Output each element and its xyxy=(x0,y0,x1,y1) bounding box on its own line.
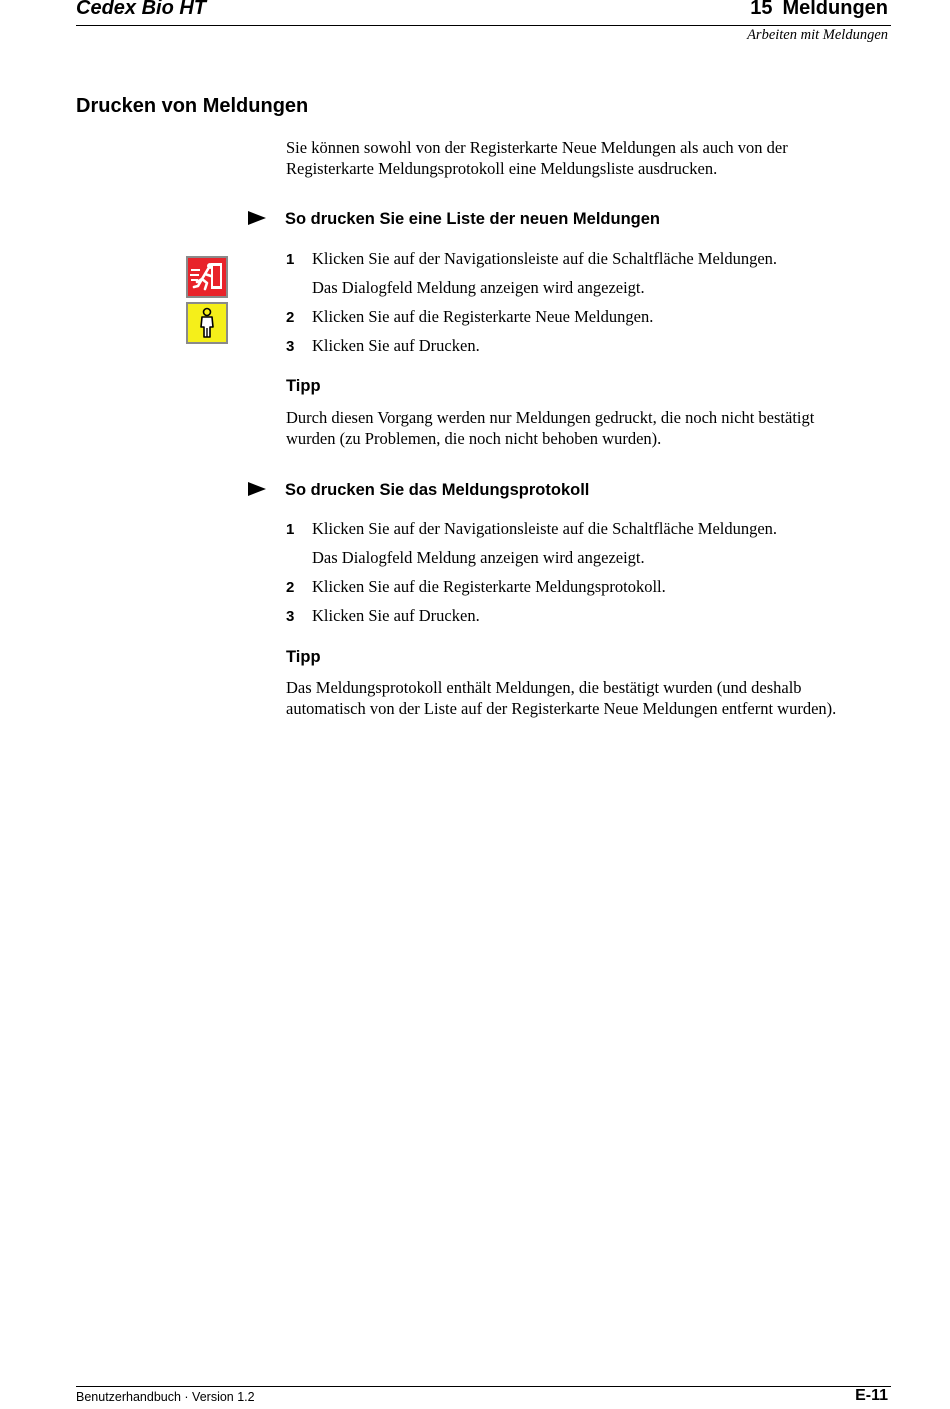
arrow-right-icon xyxy=(248,482,266,496)
step-text: Klicken Sie auf der Navigationsleiste auf die Schaltfläche Meldungen. xyxy=(312,249,778,268)
tip-line: Durch diesen Vorgang werden nur Meldungen gedruckt, die noch nicht bestätigt xyxy=(286,408,815,427)
procedure1-step-1 xyxy=(286,248,777,270)
tip-line: Das Meldungsprotokoll enthält Meldungen, die bestätigt wurden (und deshalb xyxy=(286,678,802,697)
procedure-title: So drucken Sie das Meldungsprotokoll xyxy=(285,481,590,499)
tip-paragraph xyxy=(286,677,886,719)
intro-line: Sie können sowohl von der Registerkarte Neue Meldungen als auch von der xyxy=(286,138,788,157)
header-subtitle: Arbeiten mit Meldungen xyxy=(747,27,888,43)
tip-paragraph xyxy=(286,407,886,449)
step-text: Klicken Sie auf die Registerkarte Neue Meldungen. xyxy=(312,307,654,326)
step-text: Klicken Sie auf Drucken. xyxy=(312,336,480,355)
header-chapter xyxy=(750,0,888,20)
emergency-exit-icon xyxy=(186,256,228,298)
procedure-heading xyxy=(248,481,589,500)
procedure2-step-1 xyxy=(286,518,777,540)
arrow-right-icon xyxy=(248,211,266,225)
step-text: Klicken Sie auf der Navigationsleiste auf die Schaltfläche Meldungen. xyxy=(312,519,778,538)
procedure1-step-2 xyxy=(286,306,653,328)
intro-line: Registerkarte Meldungsprotokoll eine Meldungsliste ausdrucken. xyxy=(286,159,718,178)
operator-icon xyxy=(186,302,228,344)
step-number: 3 xyxy=(286,338,295,355)
step-number: 2 xyxy=(286,579,295,596)
procedure2-step-2 xyxy=(286,576,666,598)
header-product-name: Cedex Bio HT xyxy=(76,0,207,19)
step-result: Das Dialogfeld Meldung anzeigen wird angezeigt. xyxy=(312,548,645,567)
footer-manual-version: Benutzerhandbuch · Version 1.2 xyxy=(76,1390,255,1404)
procedure1-step-3 xyxy=(286,335,480,357)
footer-divider xyxy=(76,1386,891,1387)
step-text: Klicken Sie auf die Registerkarte Meldungsprotokoll. xyxy=(312,577,666,596)
header-divider xyxy=(76,25,891,26)
procedure-heading xyxy=(248,210,660,229)
step-number: 2 xyxy=(286,309,295,326)
footer-page-number: E-11 xyxy=(855,1387,888,1404)
step-text: Klicken Sie auf Drucken. xyxy=(312,606,480,625)
step-number: 1 xyxy=(286,251,295,268)
step-result: Das Dialogfeld Meldung anzeigen wird angezeigt. xyxy=(312,278,645,297)
intro-paragraph xyxy=(286,137,886,179)
header-chapter-title: Meldungen xyxy=(782,0,888,19)
procedure-title: So drucken Sie eine Liste der neuen Meldungen xyxy=(285,210,660,228)
section-title: Drucken von Meldungen xyxy=(76,95,309,117)
header-chapter-number: 15 xyxy=(750,0,773,19)
step-number: 3 xyxy=(286,608,295,625)
tip-line: wurden (zu Problemen, die noch nicht behoben wurden). xyxy=(286,429,662,448)
procedure2-step-3 xyxy=(286,605,480,627)
tip-line: automatisch von der Liste auf der Registerkarte Neue Meldungen entfernt wurden). xyxy=(286,699,837,718)
step-number: 1 xyxy=(286,521,295,538)
tip-heading: Tipp xyxy=(286,648,321,666)
tip-heading: Tipp xyxy=(286,377,321,395)
